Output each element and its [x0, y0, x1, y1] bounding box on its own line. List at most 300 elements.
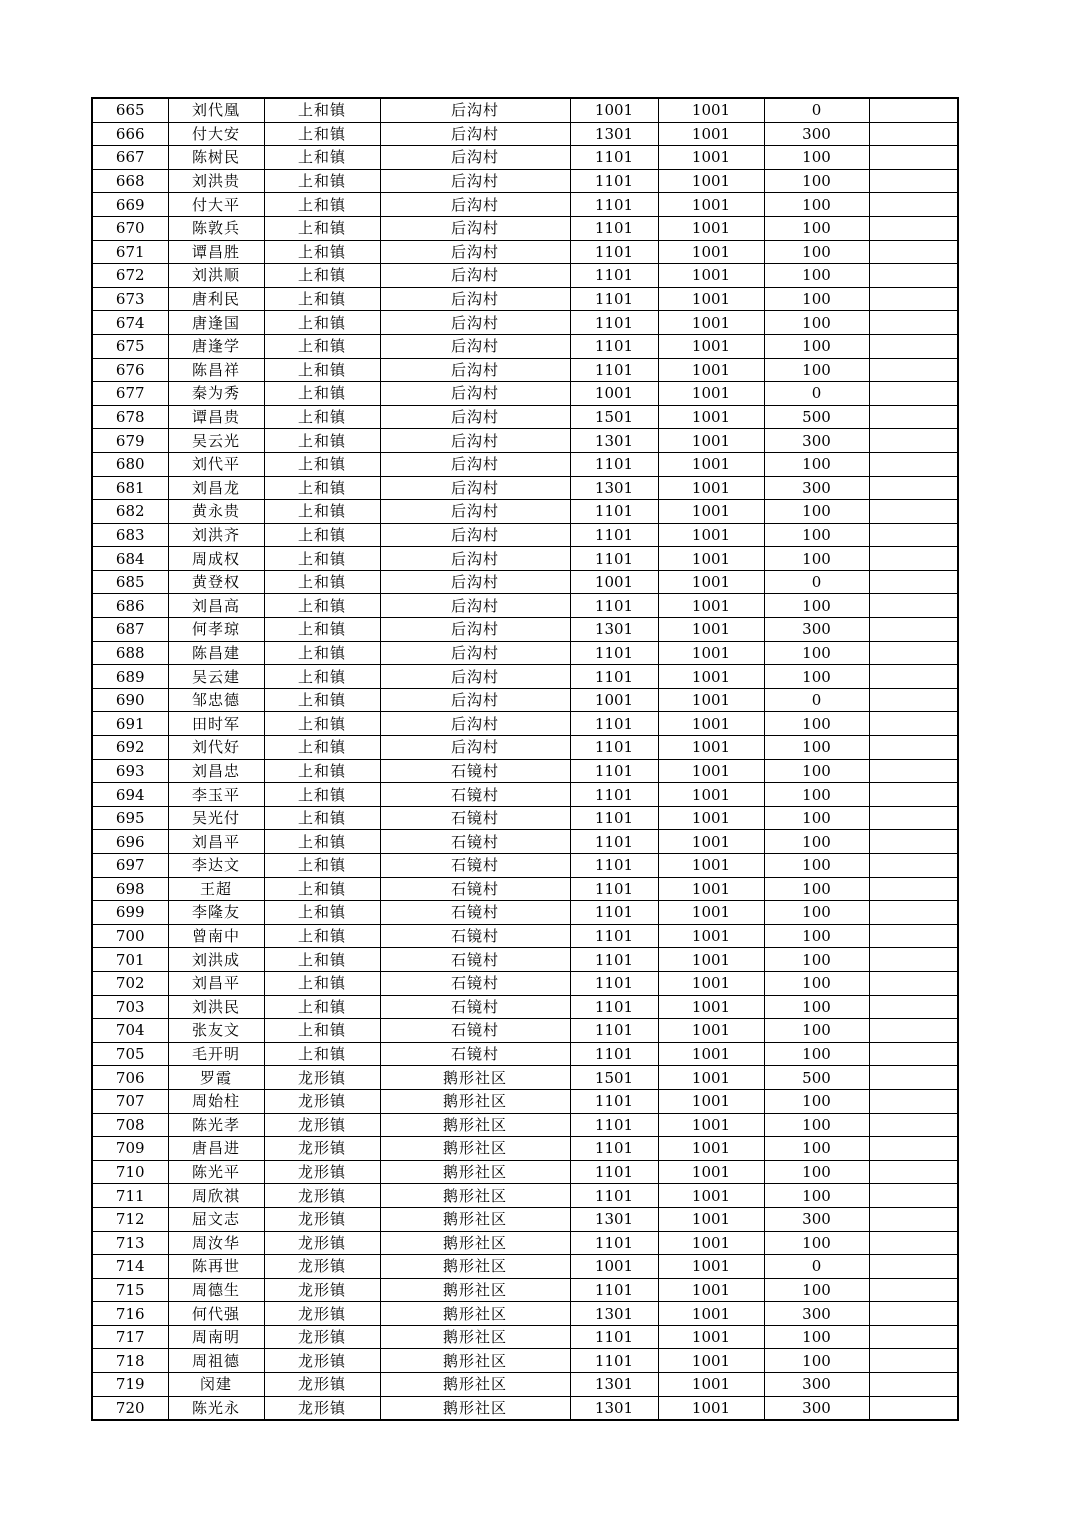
table-row: [92, 122, 958, 146]
cell-remark: [869, 311, 958, 335]
cell-amount: 300: [764, 122, 869, 146]
cell-village: 石镜村: [380, 877, 570, 901]
cell-remark: [869, 806, 958, 830]
table-row: [92, 382, 958, 406]
cell-row-number: 703: [92, 995, 168, 1019]
cell-row-number: 678: [92, 405, 168, 429]
table-row: [92, 641, 958, 665]
cell-town: 上和镇: [264, 452, 380, 476]
table-row: [92, 570, 958, 594]
cell-village: 鹅形社区: [380, 1373, 570, 1397]
cell-value-a: 1101: [570, 971, 658, 995]
cell-amount: 100: [764, 759, 869, 783]
cell-name: 李达文: [168, 854, 264, 878]
cell-town: 龙形镇: [264, 1207, 380, 1231]
cell-row-number: 704: [92, 1019, 168, 1043]
cell-row-number: 666: [92, 122, 168, 146]
cell-town: 上和镇: [264, 688, 380, 712]
cell-name: 曾南中: [168, 924, 264, 948]
table-row: [92, 1184, 958, 1208]
cell-value-b: 1001: [658, 1278, 764, 1302]
cell-amount: 100: [764, 830, 869, 854]
cell-row-number: 712: [92, 1207, 168, 1231]
cell-row-number: 715: [92, 1278, 168, 1302]
cell-remark: [869, 98, 958, 122]
table-row: [92, 547, 958, 571]
cell-town: 上和镇: [264, 995, 380, 1019]
cell-village: 后沟村: [380, 169, 570, 193]
cell-village: 鹅形社区: [380, 1255, 570, 1279]
table-row: [92, 901, 958, 925]
cell-name: 唐昌进: [168, 1137, 264, 1161]
cell-village: 石镜村: [380, 901, 570, 925]
cell-row-number: 672: [92, 264, 168, 288]
cell-value-b: 1001: [658, 1396, 764, 1420]
cell-remark: [869, 712, 958, 736]
cell-value-b: 1001: [658, 523, 764, 547]
cell-remark: [869, 1373, 958, 1397]
cell-town: 龙形镇: [264, 1113, 380, 1137]
cell-amount: 100: [764, 854, 869, 878]
cell-village: 石镜村: [380, 830, 570, 854]
cell-name: 李玉平: [168, 783, 264, 807]
cell-name: 周祖德: [168, 1349, 264, 1373]
cell-value-b: 1001: [658, 216, 764, 240]
cell-row-number: 710: [92, 1160, 168, 1184]
cell-town: 上和镇: [264, 122, 380, 146]
cell-amount: 300: [764, 1373, 869, 1397]
cell-remark: [869, 901, 958, 925]
cell-village: 后沟村: [380, 665, 570, 689]
cell-value-b: 1001: [658, 1325, 764, 1349]
cell-value-b: 1001: [658, 971, 764, 995]
cell-remark: [869, 358, 958, 382]
cell-village: 鹅形社区: [380, 1089, 570, 1113]
cell-name: 刘昌高: [168, 594, 264, 618]
cell-value-b: 1001: [658, 169, 764, 193]
table-row: [92, 759, 958, 783]
cell-village: 石镜村: [380, 1019, 570, 1043]
cell-amount: 100: [764, 452, 869, 476]
cell-value-b: 1001: [658, 382, 764, 406]
cell-village: 后沟村: [380, 500, 570, 524]
cell-town: 上和镇: [264, 98, 380, 122]
table-row: [92, 594, 958, 618]
cell-name: 周德生: [168, 1278, 264, 1302]
table-row: [92, 688, 958, 712]
cell-amount: 100: [764, 311, 869, 335]
cell-value-b: 1001: [658, 641, 764, 665]
table-row: [92, 854, 958, 878]
table-row: [92, 783, 958, 807]
cell-amount: 100: [764, 358, 869, 382]
cell-name: 周南明: [168, 1325, 264, 1349]
cell-remark: [869, 665, 958, 689]
table-row: [92, 1207, 958, 1231]
cell-value-a: 1101: [570, 193, 658, 217]
table-row: [92, 1042, 958, 1066]
cell-value-a: 1101: [570, 500, 658, 524]
cell-town: 上和镇: [264, 358, 380, 382]
cell-remark: [869, 759, 958, 783]
cell-value-b: 1001: [658, 712, 764, 736]
cell-village: 鹅形社区: [380, 1207, 570, 1231]
cell-town: 上和镇: [264, 405, 380, 429]
cell-row-number: 706: [92, 1066, 168, 1090]
cell-value-a: 1101: [570, 1160, 658, 1184]
cell-row-number: 676: [92, 358, 168, 382]
cell-value-a: 1101: [570, 523, 658, 547]
cell-town: 上和镇: [264, 476, 380, 500]
table-row: [92, 924, 958, 948]
cell-town: 上和镇: [264, 594, 380, 618]
cell-village: 后沟村: [380, 287, 570, 311]
cell-amount: 300: [764, 1302, 869, 1326]
cell-amount: 100: [764, 948, 869, 972]
cell-village: 后沟村: [380, 358, 570, 382]
cell-village: 鹅形社区: [380, 1302, 570, 1326]
cell-town: 上和镇: [264, 169, 380, 193]
table-row: [92, 1349, 958, 1373]
cell-value-b: 1001: [658, 287, 764, 311]
cell-amount: 100: [764, 641, 869, 665]
cell-value-b: 1001: [658, 1042, 764, 1066]
cell-row-number: 694: [92, 783, 168, 807]
cell-town: 龙形镇: [264, 1231, 380, 1255]
cell-village: 鹅形社区: [380, 1113, 570, 1137]
table-row: [92, 995, 958, 1019]
table-row: [92, 169, 958, 193]
cell-row-number: 680: [92, 452, 168, 476]
cell-remark: [869, 240, 958, 264]
cell-name: 刘洪贵: [168, 169, 264, 193]
cell-amount: 300: [764, 429, 869, 453]
table-row: [92, 311, 958, 335]
cell-town: 上和镇: [264, 1019, 380, 1043]
cell-name: 周始柱: [168, 1089, 264, 1113]
cell-town: 上和镇: [264, 216, 380, 240]
cell-village: 石镜村: [380, 759, 570, 783]
cell-value-b: 1001: [658, 1349, 764, 1373]
cell-value-b: 1001: [658, 1019, 764, 1043]
cell-value-b: 1001: [658, 830, 764, 854]
cell-remark: [869, 1113, 958, 1137]
cell-value-a: 1101: [570, 169, 658, 193]
cell-row-number: 709: [92, 1137, 168, 1161]
cell-village: 后沟村: [380, 405, 570, 429]
cell-value-a: 1101: [570, 216, 658, 240]
cell-value-b: 1001: [658, 240, 764, 264]
table-row: [92, 948, 958, 972]
cell-village: 后沟村: [380, 264, 570, 288]
data-table: [91, 97, 959, 1421]
cell-remark: [869, 476, 958, 500]
cell-village: 后沟村: [380, 216, 570, 240]
cell-value-a: 1101: [570, 1113, 658, 1137]
cell-value-b: 1001: [658, 146, 764, 170]
cell-value-a: 1101: [570, 1019, 658, 1043]
cell-value-b: 1001: [658, 665, 764, 689]
cell-value-a: 1101: [570, 995, 658, 1019]
cell-town: 龙形镇: [264, 1160, 380, 1184]
cell-town: 上和镇: [264, 500, 380, 524]
cell-value-a: 1301: [570, 429, 658, 453]
cell-amount: 100: [764, 1231, 869, 1255]
cell-town: 上和镇: [264, 783, 380, 807]
cell-row-number: 668: [92, 169, 168, 193]
cell-remark: [869, 1184, 958, 1208]
cell-row-number: 685: [92, 570, 168, 594]
cell-value-a: 1101: [570, 594, 658, 618]
cell-amount: 100: [764, 736, 869, 760]
cell-village: 鹅形社区: [380, 1137, 570, 1161]
table-row: [92, 1113, 958, 1137]
cell-row-number: 701: [92, 948, 168, 972]
cell-value-b: 1001: [658, 547, 764, 571]
cell-town: 龙形镇: [264, 1373, 380, 1397]
cell-town: 上和镇: [264, 924, 380, 948]
table-row: [92, 500, 958, 524]
cell-row-number: 696: [92, 830, 168, 854]
cell-remark: [869, 429, 958, 453]
cell-town: 龙形镇: [264, 1255, 380, 1279]
cell-row-number: 700: [92, 924, 168, 948]
cell-amount: 100: [764, 1325, 869, 1349]
cell-value-b: 1001: [658, 570, 764, 594]
cell-town: 龙形镇: [264, 1089, 380, 1113]
cell-town: 上和镇: [264, 712, 380, 736]
cell-value-a: 1101: [570, 452, 658, 476]
cell-value-b: 1001: [658, 594, 764, 618]
cell-row-number: 718: [92, 1349, 168, 1373]
cell-value-a: 1101: [570, 948, 658, 972]
cell-value-b: 1001: [658, 358, 764, 382]
cell-amount: 0: [764, 1255, 869, 1279]
table-row: [92, 334, 958, 358]
cell-row-number: 716: [92, 1302, 168, 1326]
cell-amount: 100: [764, 806, 869, 830]
cell-value-a: 1301: [570, 1207, 658, 1231]
cell-value-a: 1101: [570, 1184, 658, 1208]
table-row: [92, 287, 958, 311]
cell-remark: [869, 334, 958, 358]
cell-name: 陈昌建: [168, 641, 264, 665]
cell-town: 上和镇: [264, 971, 380, 995]
cell-value-a: 1001: [570, 382, 658, 406]
cell-value-b: 1001: [658, 806, 764, 830]
cell-town: 上和镇: [264, 901, 380, 925]
cell-name: 吴云建: [168, 665, 264, 689]
cell-town: 上和镇: [264, 382, 380, 406]
cell-village: 后沟村: [380, 547, 570, 571]
cell-amount: 100: [764, 665, 869, 689]
cell-name: 谭昌贵: [168, 405, 264, 429]
cell-name: 刘洪齐: [168, 523, 264, 547]
cell-town: 龙形镇: [264, 1325, 380, 1349]
cell-value-a: 1101: [570, 901, 658, 925]
cell-remark: [869, 736, 958, 760]
cell-row-number: 665: [92, 98, 168, 122]
cell-value-b: 1001: [658, 98, 764, 122]
cell-remark: [869, 1160, 958, 1184]
table-row: [92, 1160, 958, 1184]
cell-value-a: 1101: [570, 1137, 658, 1161]
cell-amount: 100: [764, 1349, 869, 1373]
cell-value-a: 1001: [570, 688, 658, 712]
cell-amount: 100: [764, 1137, 869, 1161]
cell-row-number: 670: [92, 216, 168, 240]
cell-village: 后沟村: [380, 98, 570, 122]
cell-village: 石镜村: [380, 948, 570, 972]
cell-remark: [869, 618, 958, 642]
cell-name: 付大安: [168, 122, 264, 146]
cell-remark: [869, 287, 958, 311]
cell-village: 后沟村: [380, 736, 570, 760]
table-row: [92, 1019, 958, 1043]
cell-town: 上和镇: [264, 830, 380, 854]
cell-village: 后沟村: [380, 334, 570, 358]
cell-village: 鹅形社区: [380, 1396, 570, 1420]
cell-remark: [869, 405, 958, 429]
cell-village: 石镜村: [380, 1042, 570, 1066]
cell-value-b: 1001: [658, 1207, 764, 1231]
cell-village: 后沟村: [380, 594, 570, 618]
cell-remark: [869, 264, 958, 288]
cell-value-b: 1001: [658, 948, 764, 972]
cell-value-a: 1301: [570, 1302, 658, 1326]
table-row: [92, 1302, 958, 1326]
cell-town: 上和镇: [264, 311, 380, 335]
cell-value-a: 1001: [570, 1255, 658, 1279]
cell-amount: 100: [764, 783, 869, 807]
cell-name: 吴云光: [168, 429, 264, 453]
cell-row-number: 682: [92, 500, 168, 524]
cell-village: 后沟村: [380, 382, 570, 406]
cell-value-a: 1101: [570, 547, 658, 571]
table-row: [92, 452, 958, 476]
cell-town: 龙形镇: [264, 1349, 380, 1373]
cell-name: 刘昌忠: [168, 759, 264, 783]
cell-value-b: 1001: [658, 1113, 764, 1137]
cell-town: 上和镇: [264, 641, 380, 665]
cell-remark: [869, 971, 958, 995]
table-row: [92, 146, 958, 170]
table-row: [92, 523, 958, 547]
cell-town: 上和镇: [264, 429, 380, 453]
cell-row-number: 673: [92, 287, 168, 311]
cell-row-number: 671: [92, 240, 168, 264]
cell-amount: 100: [764, 1089, 869, 1113]
cell-amount: 100: [764, 193, 869, 217]
cell-remark: [869, 948, 958, 972]
cell-value-a: 1101: [570, 830, 658, 854]
cell-village: 鹅形社区: [380, 1184, 570, 1208]
cell-value-a: 1101: [570, 264, 658, 288]
cell-village: 鹅形社区: [380, 1325, 570, 1349]
cell-remark: [869, 1325, 958, 1349]
cell-remark: [869, 500, 958, 524]
cell-remark: [869, 1396, 958, 1420]
cell-row-number: 720: [92, 1396, 168, 1420]
table-row: [92, 877, 958, 901]
cell-village: 后沟村: [380, 712, 570, 736]
cell-value-b: 1001: [658, 476, 764, 500]
cell-row-number: 697: [92, 854, 168, 878]
cell-row-number: 707: [92, 1089, 168, 1113]
cell-value-b: 1001: [658, 877, 764, 901]
cell-amount: 100: [764, 1019, 869, 1043]
cell-amount: 0: [764, 688, 869, 712]
cell-value-b: 1001: [658, 264, 764, 288]
cell-town: 上和镇: [264, 570, 380, 594]
cell-row-number: 684: [92, 547, 168, 571]
cell-amount: 100: [764, 216, 869, 240]
table-row: [92, 1255, 958, 1279]
cell-row-number: 674: [92, 311, 168, 335]
cell-value-b: 1001: [658, 901, 764, 925]
cell-amount: 100: [764, 334, 869, 358]
cell-value-a: 1101: [570, 146, 658, 170]
cell-village: 后沟村: [380, 476, 570, 500]
cell-row-number: 683: [92, 523, 168, 547]
cell-value-a: 1101: [570, 665, 658, 689]
cell-row-number: 693: [92, 759, 168, 783]
cell-value-b: 1001: [658, 618, 764, 642]
cell-value-a: 1101: [570, 311, 658, 335]
cell-row-number: 689: [92, 665, 168, 689]
cell-amount: 100: [764, 1184, 869, 1208]
cell-name: 屈文志: [168, 1207, 264, 1231]
cell-town: 上和镇: [264, 193, 380, 217]
cell-name: 罗霞: [168, 1066, 264, 1090]
table-row: [92, 971, 958, 995]
cell-value-b: 1001: [658, 1373, 764, 1397]
cell-village: 后沟村: [380, 193, 570, 217]
cell-village: 鹅形社区: [380, 1278, 570, 1302]
table-row: [92, 429, 958, 453]
cell-name: 刘代凰: [168, 98, 264, 122]
cell-value-a: 1101: [570, 783, 658, 807]
cell-row-number: 686: [92, 594, 168, 618]
cell-value-a: 1101: [570, 924, 658, 948]
cell-row-number: 713: [92, 1231, 168, 1255]
cell-name: 刘昌平: [168, 971, 264, 995]
cell-value-a: 1501: [570, 405, 658, 429]
cell-town: 上和镇: [264, 264, 380, 288]
cell-row-number: 698: [92, 877, 168, 901]
cell-amount: 100: [764, 264, 869, 288]
cell-amount: 100: [764, 146, 869, 170]
cell-name: 唐逢学: [168, 334, 264, 358]
table-row: [92, 806, 958, 830]
cell-remark: [869, 169, 958, 193]
cell-value-a: 1101: [570, 712, 658, 736]
cell-remark: [869, 924, 958, 948]
cell-name: 刘洪民: [168, 995, 264, 1019]
cell-town: 上和镇: [264, 948, 380, 972]
cell-name: 唐逢国: [168, 311, 264, 335]
cell-village: 后沟村: [380, 570, 570, 594]
table-row: [92, 358, 958, 382]
cell-value-a: 1301: [570, 1373, 658, 1397]
cell-village: 鹅形社区: [380, 1349, 570, 1373]
cell-name: 刘洪顺: [168, 264, 264, 288]
cell-amount: 100: [764, 594, 869, 618]
cell-name: 刘代平: [168, 452, 264, 476]
cell-value-b: 1001: [658, 1302, 764, 1326]
cell-town: 上和镇: [264, 240, 380, 264]
cell-value-a: 1101: [570, 759, 658, 783]
